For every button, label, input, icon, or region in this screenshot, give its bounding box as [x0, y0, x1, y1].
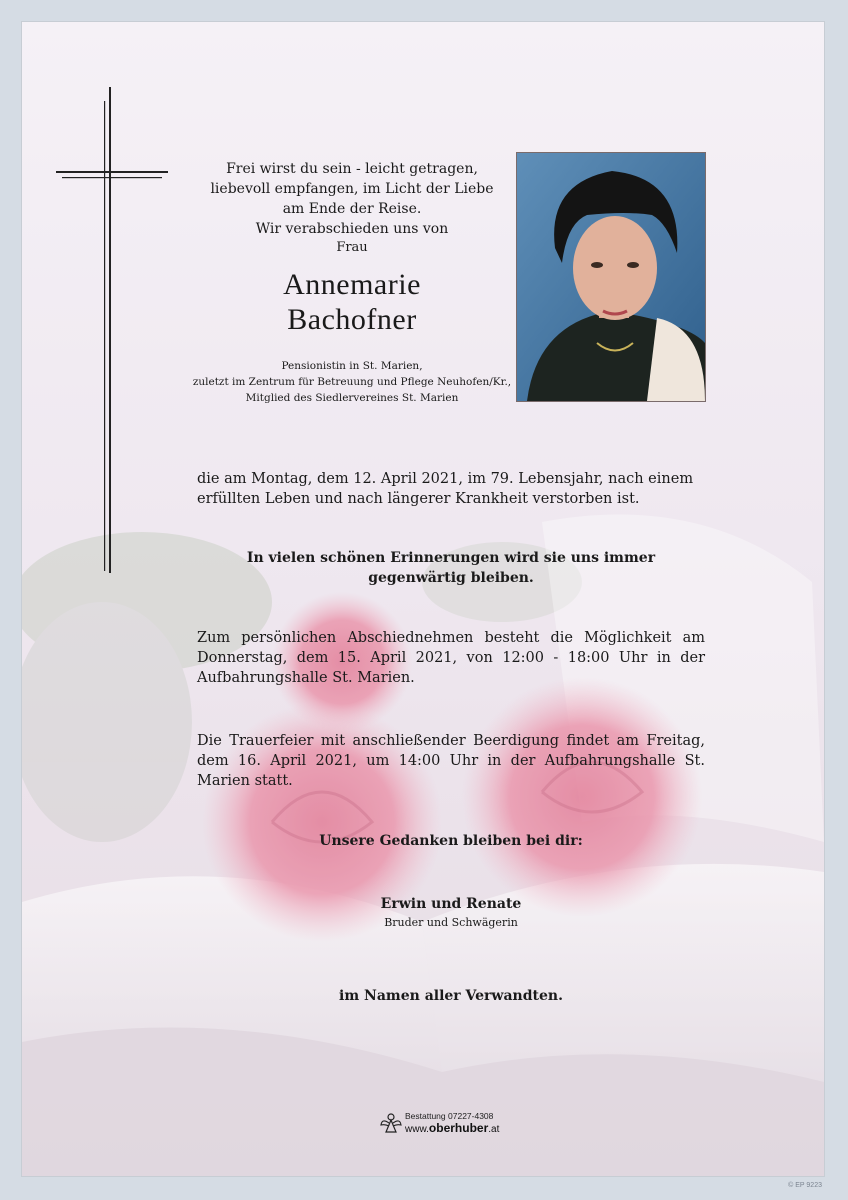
print-code: © EP 9223 — [788, 1182, 822, 1189]
mourner-relation: Bruder und Schwägerin — [384, 916, 518, 929]
bio-line: Pensionistin in St. Marien, — [281, 360, 423, 372]
undertaker-phone: 07227-4308 — [448, 1111, 494, 1121]
viewing-info: Zum persönlichen Abschiednehmen besteht die Möglichkeit am Donnerstag, dem 15. April 2021, von 12:00 - 18:00 Uhr in der Aufbahrungshalle St. Marien. — [197, 630, 705, 686]
undertaker-text — [405, 1111, 499, 1136]
bio-line: Mitglied des Siedlervereines St. Marien — [245, 392, 459, 404]
first-name: Annemarie — [283, 268, 421, 301]
web-name: oberhuber — [428, 1121, 489, 1135]
family-line: im Namen aller Verwandten. — [339, 988, 563, 1004]
intro-line: Wir verabschieden uns von — [255, 221, 449, 237]
portrait-photo — [517, 153, 705, 401]
memory-line: In vielen schönen Erinnerungen wird sie uns immer — [246, 550, 656, 566]
memory-line: gegenwärtig bleiben. — [368, 570, 534, 586]
undertaker-label: Bestattung — [405, 1111, 446, 1121]
salutation: Frau — [336, 240, 368, 255]
thoughts-line: Unsere Gedanken bleiben bei dir: — [319, 833, 583, 849]
intro-poem — [192, 159, 512, 239]
death-notice: die am Montag, dem 12. April 2021, im 79. Lebensjahr, nach einem erfüllten Leben und nach längerer Krankheit verstorben ist. — [197, 471, 694, 507]
intro-line: am Ende der Reise. — [282, 201, 422, 217]
last-name: Bachofner — [287, 303, 417, 336]
funeral-info: Die Trauerfeier mit anschließender Beerdigung findet am Freitag, dem 16. April 2021, um 14:00 Uhr in der Aufbahrungshalle St. Marien statt. — [197, 733, 705, 789]
undertaker-logo — [380, 1111, 499, 1136]
angel-icon — [380, 1112, 402, 1136]
cross-icon — [56, 87, 168, 573]
undertaker-website[interactable] — [405, 1122, 499, 1136]
bio-line: zuletzt im Zentrum für Betreuung und Pflege Neuhofen/Kr., — [192, 376, 512, 388]
web-suffix: .at — [488, 1124, 500, 1135]
intro-line: Frei wirst du sein - leicht getragen, — [226, 161, 478, 177]
web-prefix: www. — [405, 1124, 429, 1135]
memory-quote — [197, 548, 705, 588]
mourner-names: Erwin und Renate — [380, 896, 522, 912]
deceased-name — [192, 267, 512, 337]
obituary-sheet — [22, 22, 824, 1176]
intro-line: liebevoll empfangen, im Licht der Liebe — [210, 181, 494, 197]
deceased-bio — [172, 358, 532, 406]
